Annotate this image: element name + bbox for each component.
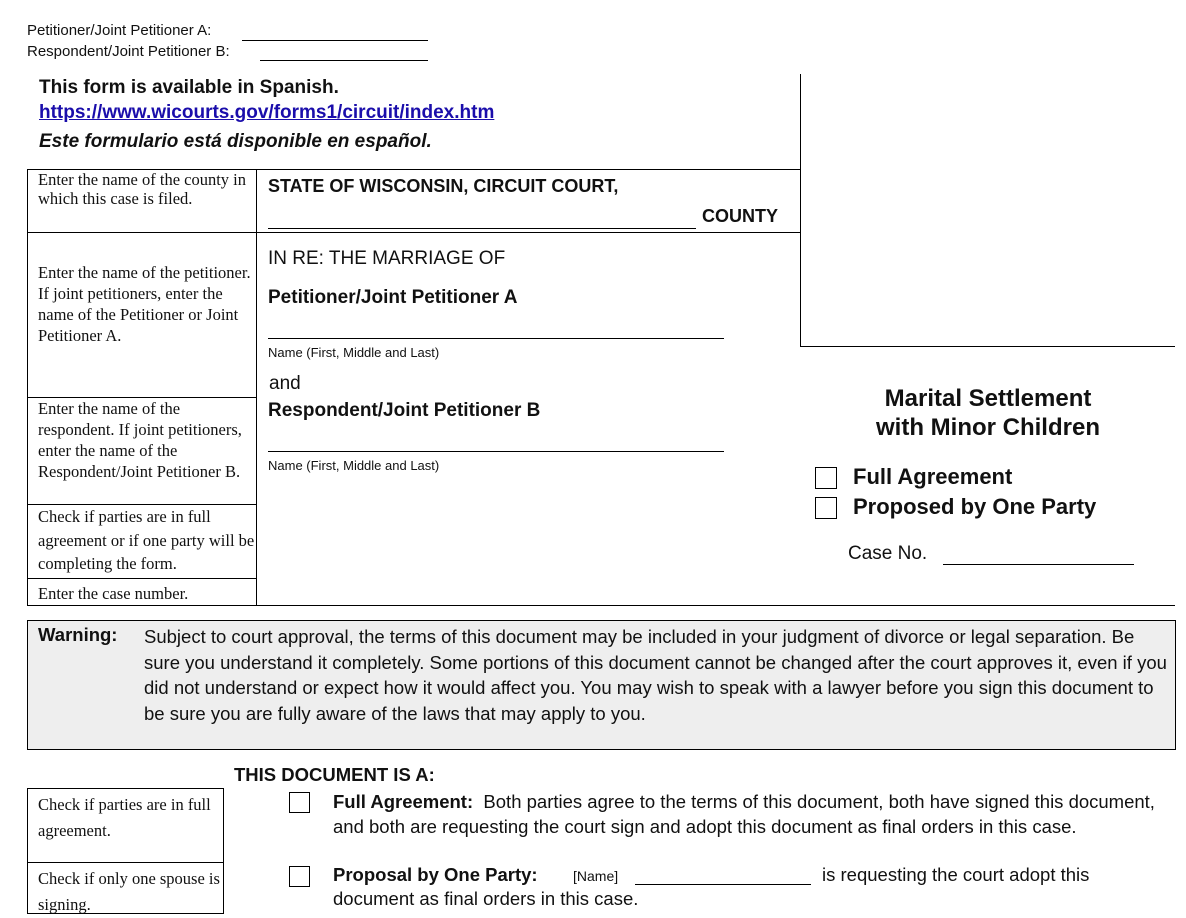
petitioner-a-header-input[interactable] xyxy=(242,20,428,41)
full-agreement-term: Full Agreement: xyxy=(333,791,474,812)
full-agreement-text: Both parties agree to the terms of this document, both have signed this document, and both are requesting the court sign and adopt this document as final orders in this case. xyxy=(333,791,1155,837)
caption-bottom-rule xyxy=(256,605,1175,606)
proposal-term: Proposal by One Party: xyxy=(333,864,538,885)
full-agreement-option-label: Full Agreement xyxy=(853,464,1013,489)
petitioner-a-name-hint: Name (First, Middle and Last) xyxy=(268,345,440,360)
form-title xyxy=(802,384,1174,442)
case-box-bottom-rule xyxy=(801,346,1175,347)
and-connector: and xyxy=(269,373,301,394)
county-label: COUNTY xyxy=(702,206,778,226)
hint-county: Enter the name of the county in which this case is filed. xyxy=(38,170,247,208)
case-no-label: Case No. xyxy=(848,543,928,564)
proposed-option-label: Proposed by One Party xyxy=(853,494,1097,519)
caption-top-rule xyxy=(256,169,801,170)
respondent-b-header-input[interactable] xyxy=(260,40,428,61)
petitioner-a-name-input[interactable] xyxy=(268,318,724,339)
warning-label: Warning: xyxy=(38,624,118,645)
hint-case-number: Enter the case number. xyxy=(38,584,189,603)
hint-petitioner: Enter the name of the petitioner. If joint petitioners, enter the name of the Petitioner or Joint Petitioner A. xyxy=(38,263,251,345)
hint-respondent: Enter the name of the respondent. If joint petitioners, enter the name of the Respondent/Joint Petitioner B. xyxy=(38,399,242,481)
court-heading: STATE OF WISCONSIN, CIRCUIT COURT, xyxy=(268,176,619,196)
form-title-line2: with Minor Children xyxy=(876,414,1100,441)
respondent-b-name-hint: Name (First, Middle and Last) xyxy=(268,458,440,473)
full-agreement-paragraph xyxy=(333,790,1163,839)
warning-text: Subject to court approval, the terms of this document may be included in your judgment of divorce or legal separation. Be sure you understand it completely. Some portions of this document cannot be changed after the court approves it, even if you did not understand or expect how it would affect you. You may wish to speak with a lawyer before you sign this document to be sure you are fully aware of the laws that may apply to you. xyxy=(144,626,1167,724)
petitioner-a-header-label: Petitioner/Joint Petitioner A: xyxy=(27,22,212,39)
proposing-party-name-input[interactable] xyxy=(635,864,811,885)
proposal-name-tag: [Name] xyxy=(573,868,619,884)
case-no-input[interactable] xyxy=(943,543,1134,565)
document-type-heading: THIS DOCUMENT IS A: xyxy=(234,764,435,785)
county-input[interactable] xyxy=(268,206,696,229)
proposal-text-cont: document as final orders in this case. xyxy=(333,888,639,909)
respondent-b-heading: Respondent/Joint Petitioner B xyxy=(268,400,541,421)
spanish-notice: This form is available in Spanish. xyxy=(39,77,339,98)
spanish-notice-es: Este formulario está disponible en español. xyxy=(39,131,432,152)
caption-county-rule xyxy=(256,232,801,233)
doc-full-agreement-checkbox[interactable] xyxy=(289,792,310,813)
in-re-heading: IN RE: THE MARRIAGE OF xyxy=(268,248,506,269)
petitioner-a-heading: Petitioner/Joint Petitioner A xyxy=(268,287,518,308)
proposal-text: is requesting the court adopt this xyxy=(822,864,1090,885)
right-column-divider xyxy=(800,74,801,347)
respondent-b-name-input[interactable] xyxy=(268,431,724,452)
proposed-by-one-party-checkbox[interactable] xyxy=(815,497,837,519)
forms-link[interactable]: https://www.wicourts.gov/forms1/circuit/index.htm xyxy=(39,102,495,123)
form-title-line1: Marital Settlement xyxy=(884,385,1092,412)
hint-check: Check if parties are in full agreement or if one party will be completing the form. xyxy=(38,507,255,573)
respondent-b-header-label: Respondent/Joint Petitioner B: xyxy=(27,43,230,60)
hint-one-spouse: Check if only one spouse is signing. xyxy=(38,869,220,914)
full-agreement-checkbox[interactable] xyxy=(815,467,837,489)
doc-proposal-checkbox[interactable] xyxy=(289,866,310,887)
hint-full-agreement: Check if parties are in full agreement. xyxy=(38,795,211,840)
